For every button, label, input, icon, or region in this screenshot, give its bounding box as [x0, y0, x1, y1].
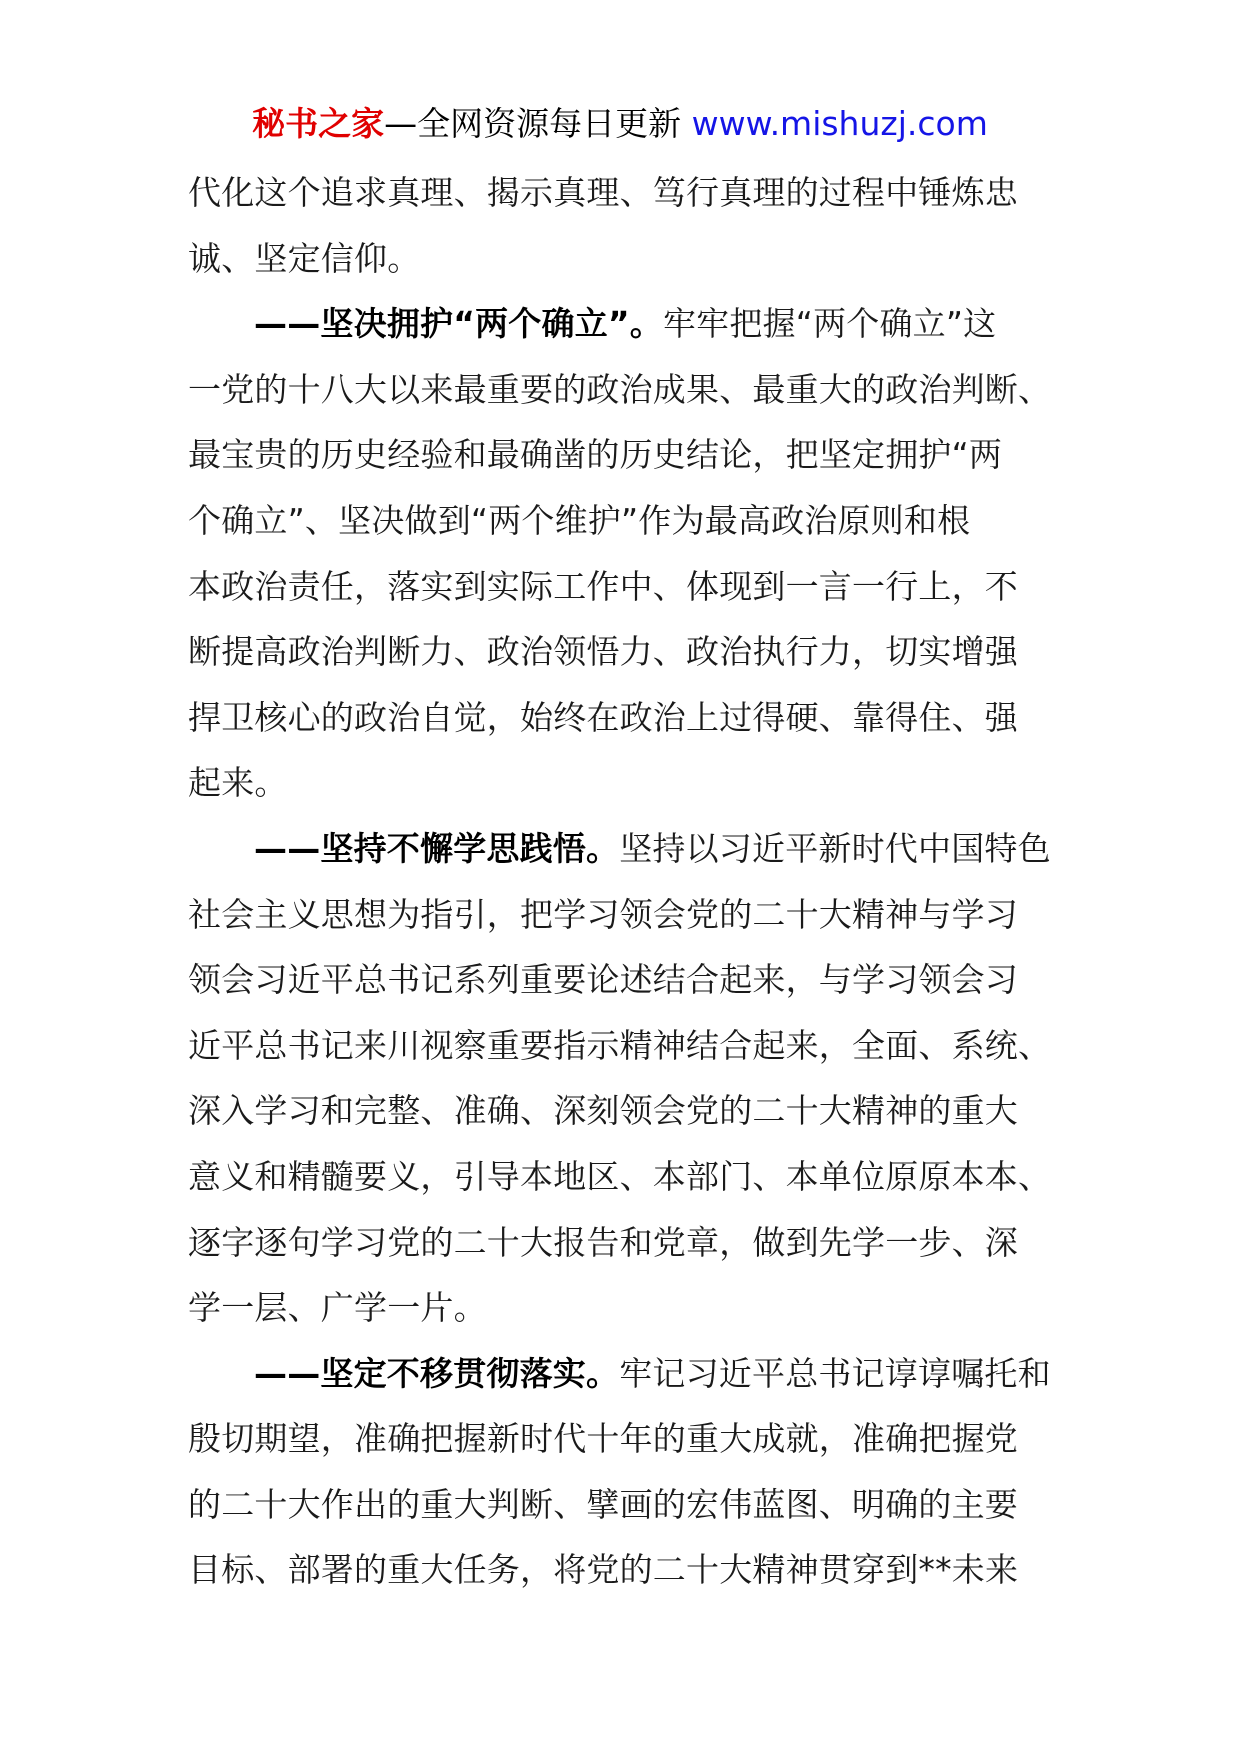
section-2-first-line: [188, 816, 1068, 882]
header-url-link[interactable]: www.mishuzj.com: [691, 104, 988, 143]
section-1-line: 起来。: [188, 763, 288, 803]
section-1-line: 本政治责任，落实到实际工作中、体现到一言一行上，不: [188, 566, 1018, 606]
page-header: [0, 102, 1240, 146]
section-1-line: 最宝贵的历史经验和最确凿的历史结论，把坚定拥护“两: [188, 435, 1003, 475]
section-1-line: 捍卫核心的政治自觉，始终在政治上过得硬、靠得住、强: [188, 697, 1018, 737]
section-2-line: 近平总书记来川视察重要指示精神结合起来，全面、系统、: [188, 1025, 1052, 1065]
section-3-heading: ——坚定不移贯彻落实。: [254, 1353, 620, 1393]
section-1-line: 个确立”、坚决做到“两个维护”作为最高政治原则和根: [188, 500, 971, 540]
section-2-heading: ——坚持不懈学思践悟。: [254, 828, 620, 868]
section-1-line: 断提高政治判断力、政治领悟力、政治执行力，切实增强: [188, 632, 1018, 672]
section-1-line: 一党的十八大以来最重要的政治成果、最重大的政治判断、: [188, 369, 1052, 409]
section-1-heading: ——坚决拥护“两个确立”。: [254, 304, 663, 344]
section-2-line: 领会习近平总书记系列重要论述结合起来，与学习领会习: [188, 960, 1018, 1000]
header-brand: 秘书之家: [252, 104, 385, 143]
document-body: [188, 160, 1068, 1603]
section-2-line: 意义和精髓要义，引导本地区、本部门、本单位原原本本、: [188, 1156, 1052, 1196]
intro-line-2: 诚、坚定信仰。: [188, 238, 421, 278]
section-3-first-line-text: 牢记习近平总书记谆谆嘱托和: [619, 1353, 1051, 1393]
section-2-line: 学一层、广学一片。: [188, 1288, 487, 1328]
intro-line-1: 代化这个追求真理、揭示真理、笃行真理的过程中锤炼忠: [188, 173, 1018, 212]
section-1-first-line-text: 牢牢把握“两个确立”这: [662, 304, 997, 344]
section-3-line: 目标、部署的重大任务，将党的二十大精神贯穿到**未来: [188, 1550, 1019, 1590]
header-slogan: —全网资源每日更新: [384, 104, 682, 143]
section-3-first-line: [188, 1341, 1068, 1407]
section-2-line: 社会主义思想为指引，把学习领会党的二十大精神与学习: [188, 894, 1018, 934]
section-1-first-line: [188, 291, 1068, 357]
section-2-line: 深入学习和完整、准确、深刻领会党的二十大精神的重大: [188, 1091, 1018, 1131]
section-3-line: 的二十大作出的重大判断、擘画的宏伟蓝图、明确的主要: [188, 1484, 1018, 1524]
section-2-line: 逐字逐句学习党的二十大报告和党章，做到先学一步、深: [188, 1222, 1018, 1262]
section-2-first-line-text: 坚持以习近平新时代中国特色: [619, 828, 1051, 868]
section-3-line: 殷切期望，准确把握新时代十年的重大成就，准确把握党: [188, 1419, 1018, 1459]
